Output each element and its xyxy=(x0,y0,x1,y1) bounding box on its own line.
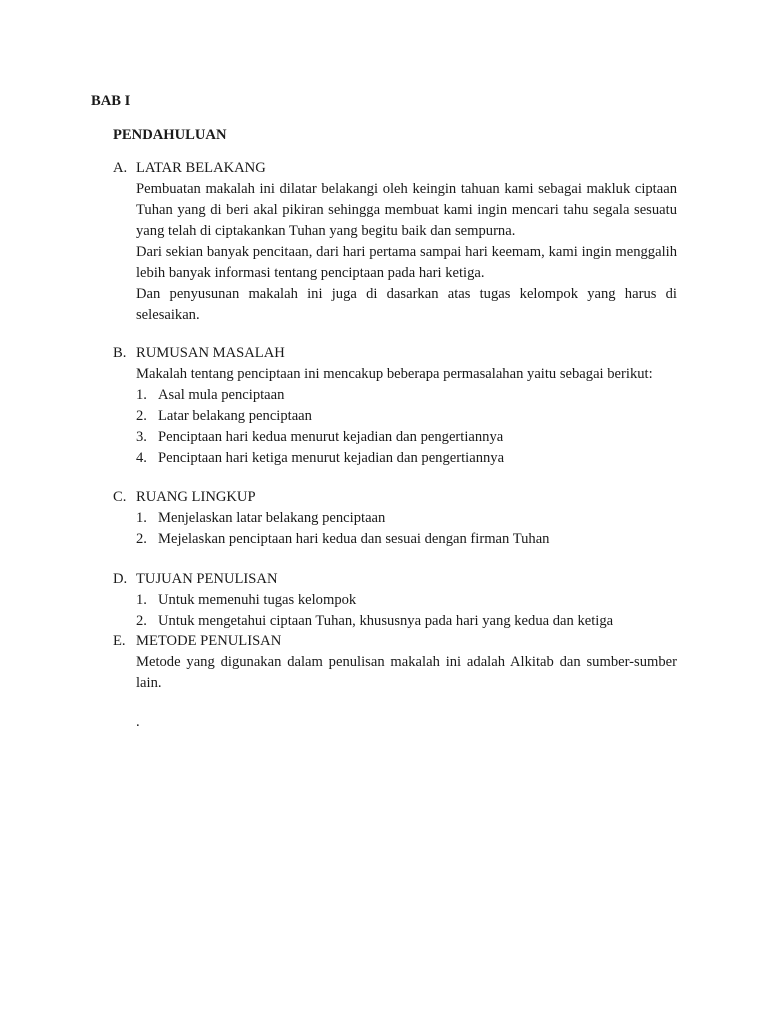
list-number: 1. xyxy=(136,510,147,526)
list-number: 2. xyxy=(136,613,147,629)
list-number: 3. xyxy=(136,429,147,445)
section-a-paragraph-3: Dan penyusunan makalah ini juga di dasarkan atas tugas kelompok yang harus di selesaikan. xyxy=(136,286,677,323)
section-b-title-text: RUMUSAN MASALAH xyxy=(136,345,285,361)
section-e-title xyxy=(113,631,281,652)
list-text: Asal mula penciptaan xyxy=(158,387,285,403)
section-e-paragraph-1: Metode yang digunakan dalam penulisan makalah ini adalah Alkitab dan sumber-sumber lain. xyxy=(136,654,677,691)
section-e-letter: E. xyxy=(113,633,126,649)
section-a-title-text: LATAR BELAKANG xyxy=(136,160,266,176)
list-text: Untuk memenuhi tugas kelompok xyxy=(158,592,357,608)
list-text: Penciptaan hari ketiga menurut kejadian dan pengertiannya xyxy=(158,450,505,466)
list-item xyxy=(136,611,613,632)
section-d-letter: D. xyxy=(113,571,128,587)
list-item xyxy=(136,385,284,406)
section-c-letter: C. xyxy=(113,489,127,505)
list-item xyxy=(136,448,504,469)
list-item xyxy=(136,406,312,427)
section-b-title xyxy=(113,343,285,364)
list-text: Menjelaskan latar belakang penciptaan xyxy=(158,510,386,526)
section-b-intro: Makalah tentang penciptaan ini mencakup beberapa permasalahan yaitu sebagai berikut: xyxy=(136,366,653,382)
trailing-period: . xyxy=(136,714,140,730)
section-d-title xyxy=(113,569,277,590)
chapter-heading: PENDAHULUAN xyxy=(113,127,227,143)
section-e-title-text: METODE PENULISAN xyxy=(136,633,282,649)
list-item xyxy=(136,529,549,550)
list-text: Penciptaan hari kedua menurut kejadian dan pengertiannya xyxy=(158,429,504,445)
section-a-paragraph-1: Pembuatan makalah ini dilatar belakangi oleh keingin tahuan kami sebagai makluk ciptaan Tuhan yang di beri akal pikiran sehingga membuat kami ingin mencari tahu segala sesuatu yang telah di ciptakankan Tuhan yang begitu baik dan sempurna. xyxy=(136,181,677,239)
list-item xyxy=(136,508,385,529)
list-text: Untuk mengetahui ciptaan Tuhan, khususnya pada hari yang kedua dan ketiga xyxy=(158,613,614,629)
list-number: 2. xyxy=(136,408,147,424)
list-number: 4. xyxy=(136,450,147,466)
section-b-letter: B. xyxy=(113,345,127,361)
list-item xyxy=(136,590,356,611)
list-text: Mejelaskan penciptaan hari kedua dan sesuai dengan firman Tuhan xyxy=(158,531,550,547)
section-a-title xyxy=(113,158,266,179)
section-c-title xyxy=(113,487,256,508)
list-number: 1. xyxy=(136,592,147,608)
chapter-label: BAB I xyxy=(91,93,131,109)
list-number: 1. xyxy=(136,387,147,403)
list-number: 2. xyxy=(136,531,147,547)
list-text: Latar belakang penciptaan xyxy=(158,408,312,424)
section-d-title-text: TUJUAN PENULISAN xyxy=(136,571,278,587)
section-c-title-text: RUANG LINGKUP xyxy=(136,489,256,505)
list-item xyxy=(136,427,503,448)
section-a-letter: A. xyxy=(113,160,128,176)
section-a-paragraph-2: Dari sekian banyak pencitaan, dari hari pertama sampai hari keemam, kami ingin menggalih lebih banyak informasi tentang penciptaan pada hari ketiga. xyxy=(136,244,677,281)
